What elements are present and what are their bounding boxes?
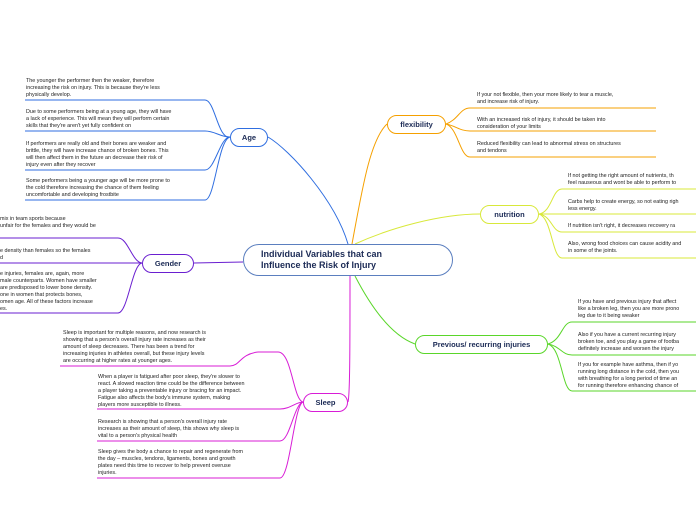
central-topic[interactable]: [243, 244, 453, 276]
gender-note-1[interactable]: mix in team sports because unfair for the females and they would be: [0, 216, 96, 229]
nutrition-note-4[interactable]: Also, wrong food choices can cause acidity and in some of the joints.: [568, 241, 682, 254]
flexibility-note-1[interactable]: If your not flexible, then your more likely to tear a muscle, and increase risk of injury.: [477, 92, 614, 105]
previous-note-1[interactable]: If you have and previous injury that affect like a broken leg, then you are more prono leg due to it being weaker: [578, 299, 680, 319]
sleep-note-1[interactable]: Sleep is important for multiple reasons, and now research is showing that a person's overall injury rate increases as their amount of sleep decreases. There has been a trend for increasing injuries in athletes overall, but these injury levels are occurring at higher rates at younger ages.: [63, 330, 206, 364]
sleep-note-4[interactable]: Sleep gives the body a chance to repair and regenerate from the day – muscles, tendons, ligaments, bones and growth plates need this time to recover to help prevent overuse injuries.: [98, 449, 244, 476]
previous-note-3[interactable]: If you for example have asthma, then if yo running long distance in the cold, then you with breathing for a long period of time an for running therefore enhancing chance of: [578, 362, 679, 389]
age-note-4[interactable]: Some performers being a younger age will be more prone to the cold therefore increasing the chance of them feeling uncomfortable and developing frostbite: [26, 178, 170, 198]
sleep-note-2[interactable]: When a player is fatigued after poor sleep, they're slower to react. A slowed reaction time could be the difference between a player taking a preventable injury or bracing for an impact. Fatigue also affects the body's immune system, making players more susceptible to illness.: [98, 374, 245, 408]
link-central-sleep: [348, 276, 350, 402]
nutrition-note-2[interactable]: Carbs help to create energy, so not eating righ less energy.: [568, 199, 679, 212]
topic-age[interactable]: Age: [230, 128, 268, 147]
topic-gender[interactable]: Gender: [142, 254, 194, 273]
topic-flexibility[interactable]: flexibility: [387, 115, 446, 134]
topic-previous-injuries[interactable]: Previous/ recurring injuries: [415, 335, 548, 354]
age-note-2[interactable]: Due to some performers being at a young age, they will have a lack of experience. This will mean they will perform certain skills that they're aren't yet fully confident on: [26, 109, 172, 129]
previous-note-2[interactable]: Also if you have a current recurring injury broken toe, and you play a game of footba definitely increase and worsen the injury: [578, 332, 679, 352]
age-note-1[interactable]: The younger the performer then the weaker, therefore increasing the risk on injury. This is because they're less physically develop.: [26, 78, 160, 98]
sleep-note-3[interactable]: Research is showing that a person's overall injury rate increases as their amount of sleep, this shows why sleep is vital to a person's physical health: [98, 419, 240, 439]
central-topic-line2: Influence the Risk of Injury: [261, 260, 377, 270]
flexibility-note-2[interactable]: With an increased risk of injury, it should be taken into consideration of your limits: [477, 117, 606, 130]
gender-note-3[interactable]: e injuries, females are, again, more male counterparts. Women have smaller are predisposed to lower bone density. one in women that protects bones, omen age. All of these factors increase es.: [0, 271, 97, 312]
topic-sleep[interactable]: Sleep: [303, 393, 348, 412]
nutrition-note-1[interactable]: If not getting the right amount of nutrients, th feel nauseous and wont be able to perform to: [568, 173, 677, 186]
nutrition-note-3[interactable]: If nutrition isn't right, it decreases recovery ra: [568, 223, 676, 229]
link-central-flexibility: [352, 124, 387, 244]
flexibility-note-3[interactable]: Reduced flexibility can lead to abnormal stress on structures and tendons: [477, 141, 621, 154]
central-topic-line1: Individual Variables that can: [261, 249, 383, 259]
link-central-previous: [355, 276, 415, 344]
link-central-gender: [194, 262, 243, 263]
topic-nutrition[interactable]: nutrition: [480, 205, 539, 224]
gender-note-2[interactable]: e density than females so the females d: [0, 248, 91, 261]
age-note-3[interactable]: If performers are really old and their bones are weaker and brittle, they will have increase chance of broken bones. This will then affect them in the future an decrease their risk of injury even after they recover: [26, 141, 169, 168]
link-central-nutrition: [355, 214, 480, 244]
link-central-age: [268, 137, 348, 244]
